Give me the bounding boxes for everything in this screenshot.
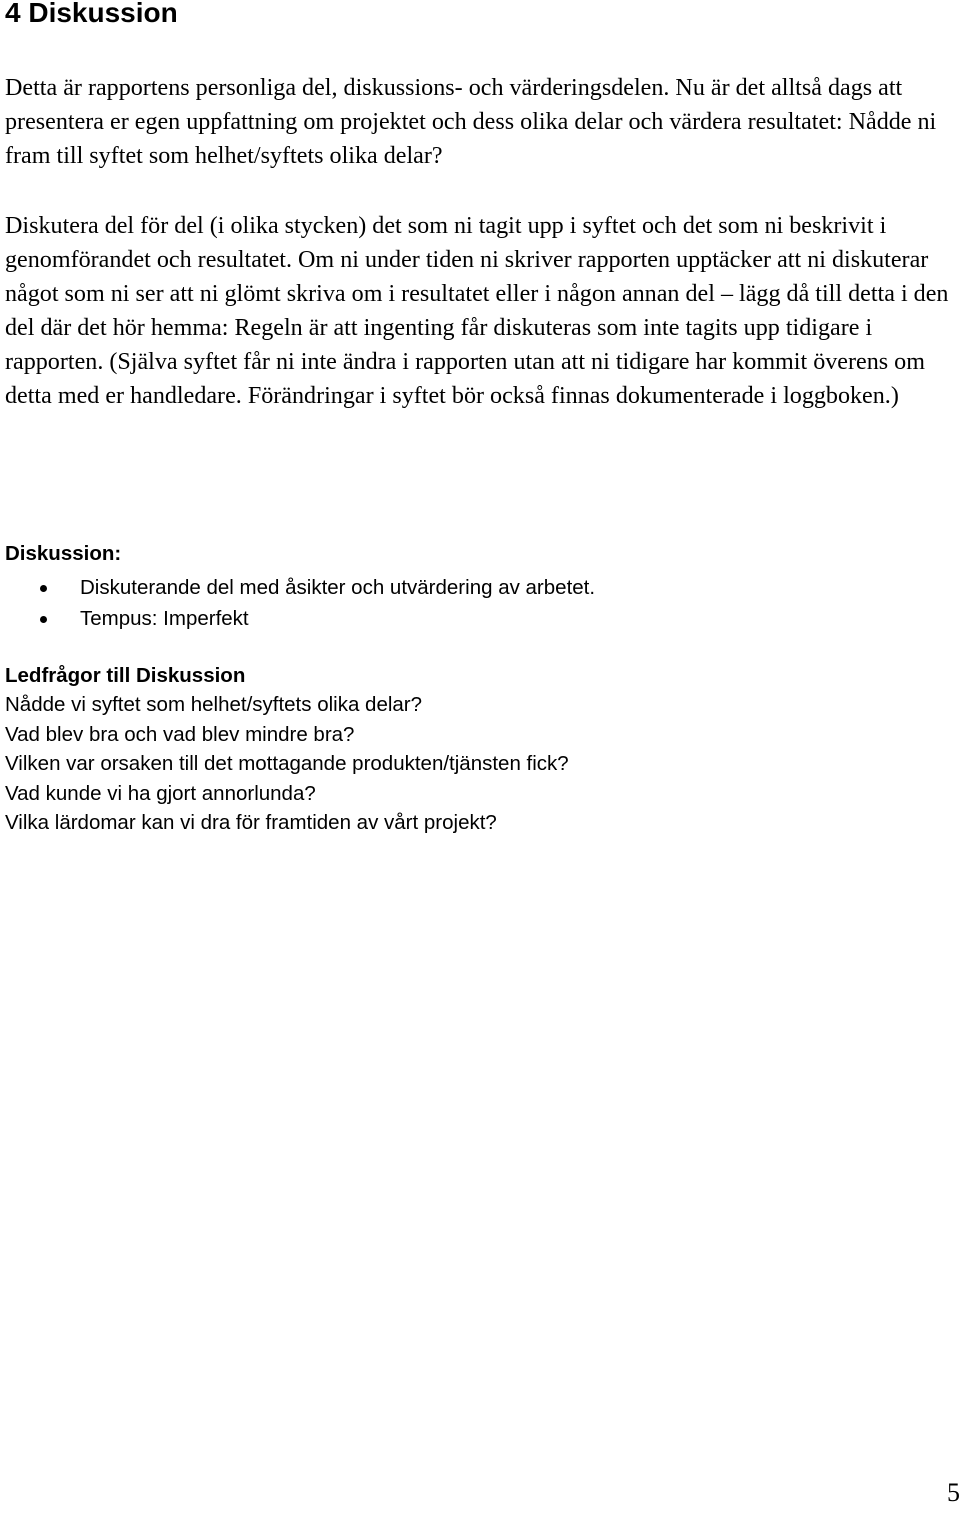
question-item: Vilken var orsaken till det mottagande produkten/tjänsten fick? <box>5 752 569 775</box>
diskussion-subheading: Diskussion: <box>5 542 122 565</box>
bullet-text: Tempus: Imperfekt <box>80 607 249 630</box>
section-heading: 4 Diskussion <box>5 0 178 28</box>
question-item: Nådde vi syftet som helhet/syftets olika delar? <box>5 693 423 716</box>
ledfragor-question-list <box>5 690 569 838</box>
instructions-paragraph: Diskutera del för del (i olika stycken) det som ni tagit upp i syftet och det som ni beskrivit i genomförandet och resultatet. Om ni under tiden ni skriver rapporten upptäcker att ni diskuterar något som ni ser att ni glömt skriva om i resultatet eller i någon annan del – lägg då till detta i den del där det hör hemma: Regeln är att ingenting får diskuteras som inte tagits upp tidigare i rapporten. (Själva syftet får ni inte ändra i rapporten utan att ni tidigare har kommit överens om detta med er handledare. Förändringar i syftet bör också finnas dokumenterade i loggboken.) <box>5 213 949 409</box>
page-number: 5 <box>947 1478 960 1507</box>
question-item: Vilka lärdomar kan vi dra för framtiden av vårt projekt? <box>5 811 497 834</box>
question-item: Vad kunde vi ha gjort annorlunda? <box>5 781 316 805</box>
ledfragor-subheading: Ledfrågor till Diskussion <box>5 664 246 687</box>
bullet-icon <box>40 616 47 623</box>
bullet-text: Diskuterande del med åsikter och utvärdering av arbetet. <box>80 576 596 599</box>
diskussion-bullet-list <box>5 572 905 634</box>
bullet-icon <box>40 585 47 592</box>
bullet-item <box>5 572 905 603</box>
question-item: Vad blev bra och vad blev mindre bra? <box>5 722 355 746</box>
bullet-item <box>5 603 905 634</box>
intro-paragraph: Detta är rapportens personliga del, diskussions- och värderingsdelen. Nu är det alltså dags att presentera er egen uppfattning om projektet och dess olika delar och värdera resultatet: Nådde ni fram till syftet som helhet/syftets olika delar? <box>5 75 937 169</box>
